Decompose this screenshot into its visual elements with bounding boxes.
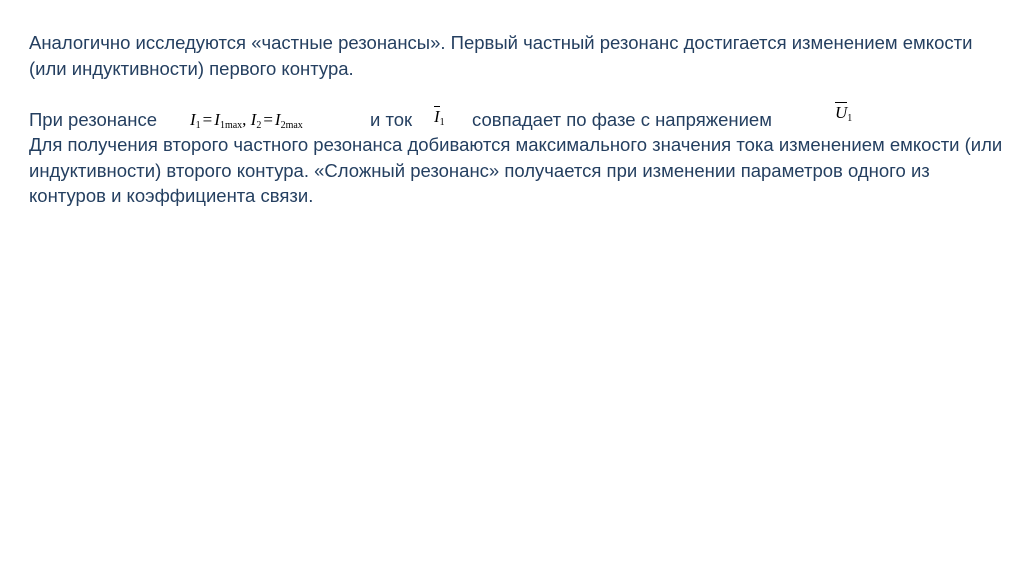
formula-i2-symbol: I xyxy=(250,109,257,129)
formula-i2max-symbol: I xyxy=(274,109,281,129)
paragraph-gap xyxy=(29,81,1009,107)
formula-i1-sub: 1 xyxy=(195,119,201,131)
paragraph-second-resonance: Для получения второго частного резонанса добиваются максимального значения тока изменением емкости (или индуктивности) второго контура. «Сложный резонанс» получается при изменении параметров одного из контуров и коэффициента связи. xyxy=(29,134,1003,206)
resonance-prefix: При резонансе xyxy=(29,108,158,130)
formula-max-currents xyxy=(190,110,303,136)
slide-content xyxy=(29,30,1009,209)
formula-current-i1 xyxy=(434,107,445,133)
current-i1-sub: 1 xyxy=(439,116,445,128)
formula-i1max-sub: 1max xyxy=(219,119,243,131)
formula-i2max-sub: 2max xyxy=(280,119,303,131)
formula-equals-2: = xyxy=(263,109,273,129)
resonance-suffix: совпадает по фазе с напряжением xyxy=(472,108,772,130)
paragraph-partial-resonances: Аналогично исследуются «частные резонансы». Первый частный резонанс достигается изменением емкости (или индуктивности) первого контура. xyxy=(29,32,973,79)
formula-voltage-u1 xyxy=(835,103,852,129)
formula-i2-sub: 2 xyxy=(256,119,262,131)
voltage-u1-symbol: U xyxy=(835,102,848,122)
resonance-middle: и ток xyxy=(370,108,413,130)
voltage-u1-sub: 1 xyxy=(847,112,853,124)
formula-equals-1: = xyxy=(202,109,213,129)
formula-i1-symbol: I xyxy=(190,109,196,129)
resonance-line xyxy=(29,102,1009,133)
current-i1-symbol: I xyxy=(434,106,440,126)
formula-separator: , xyxy=(242,109,247,129)
formula-i1max-symbol: I xyxy=(214,109,220,129)
